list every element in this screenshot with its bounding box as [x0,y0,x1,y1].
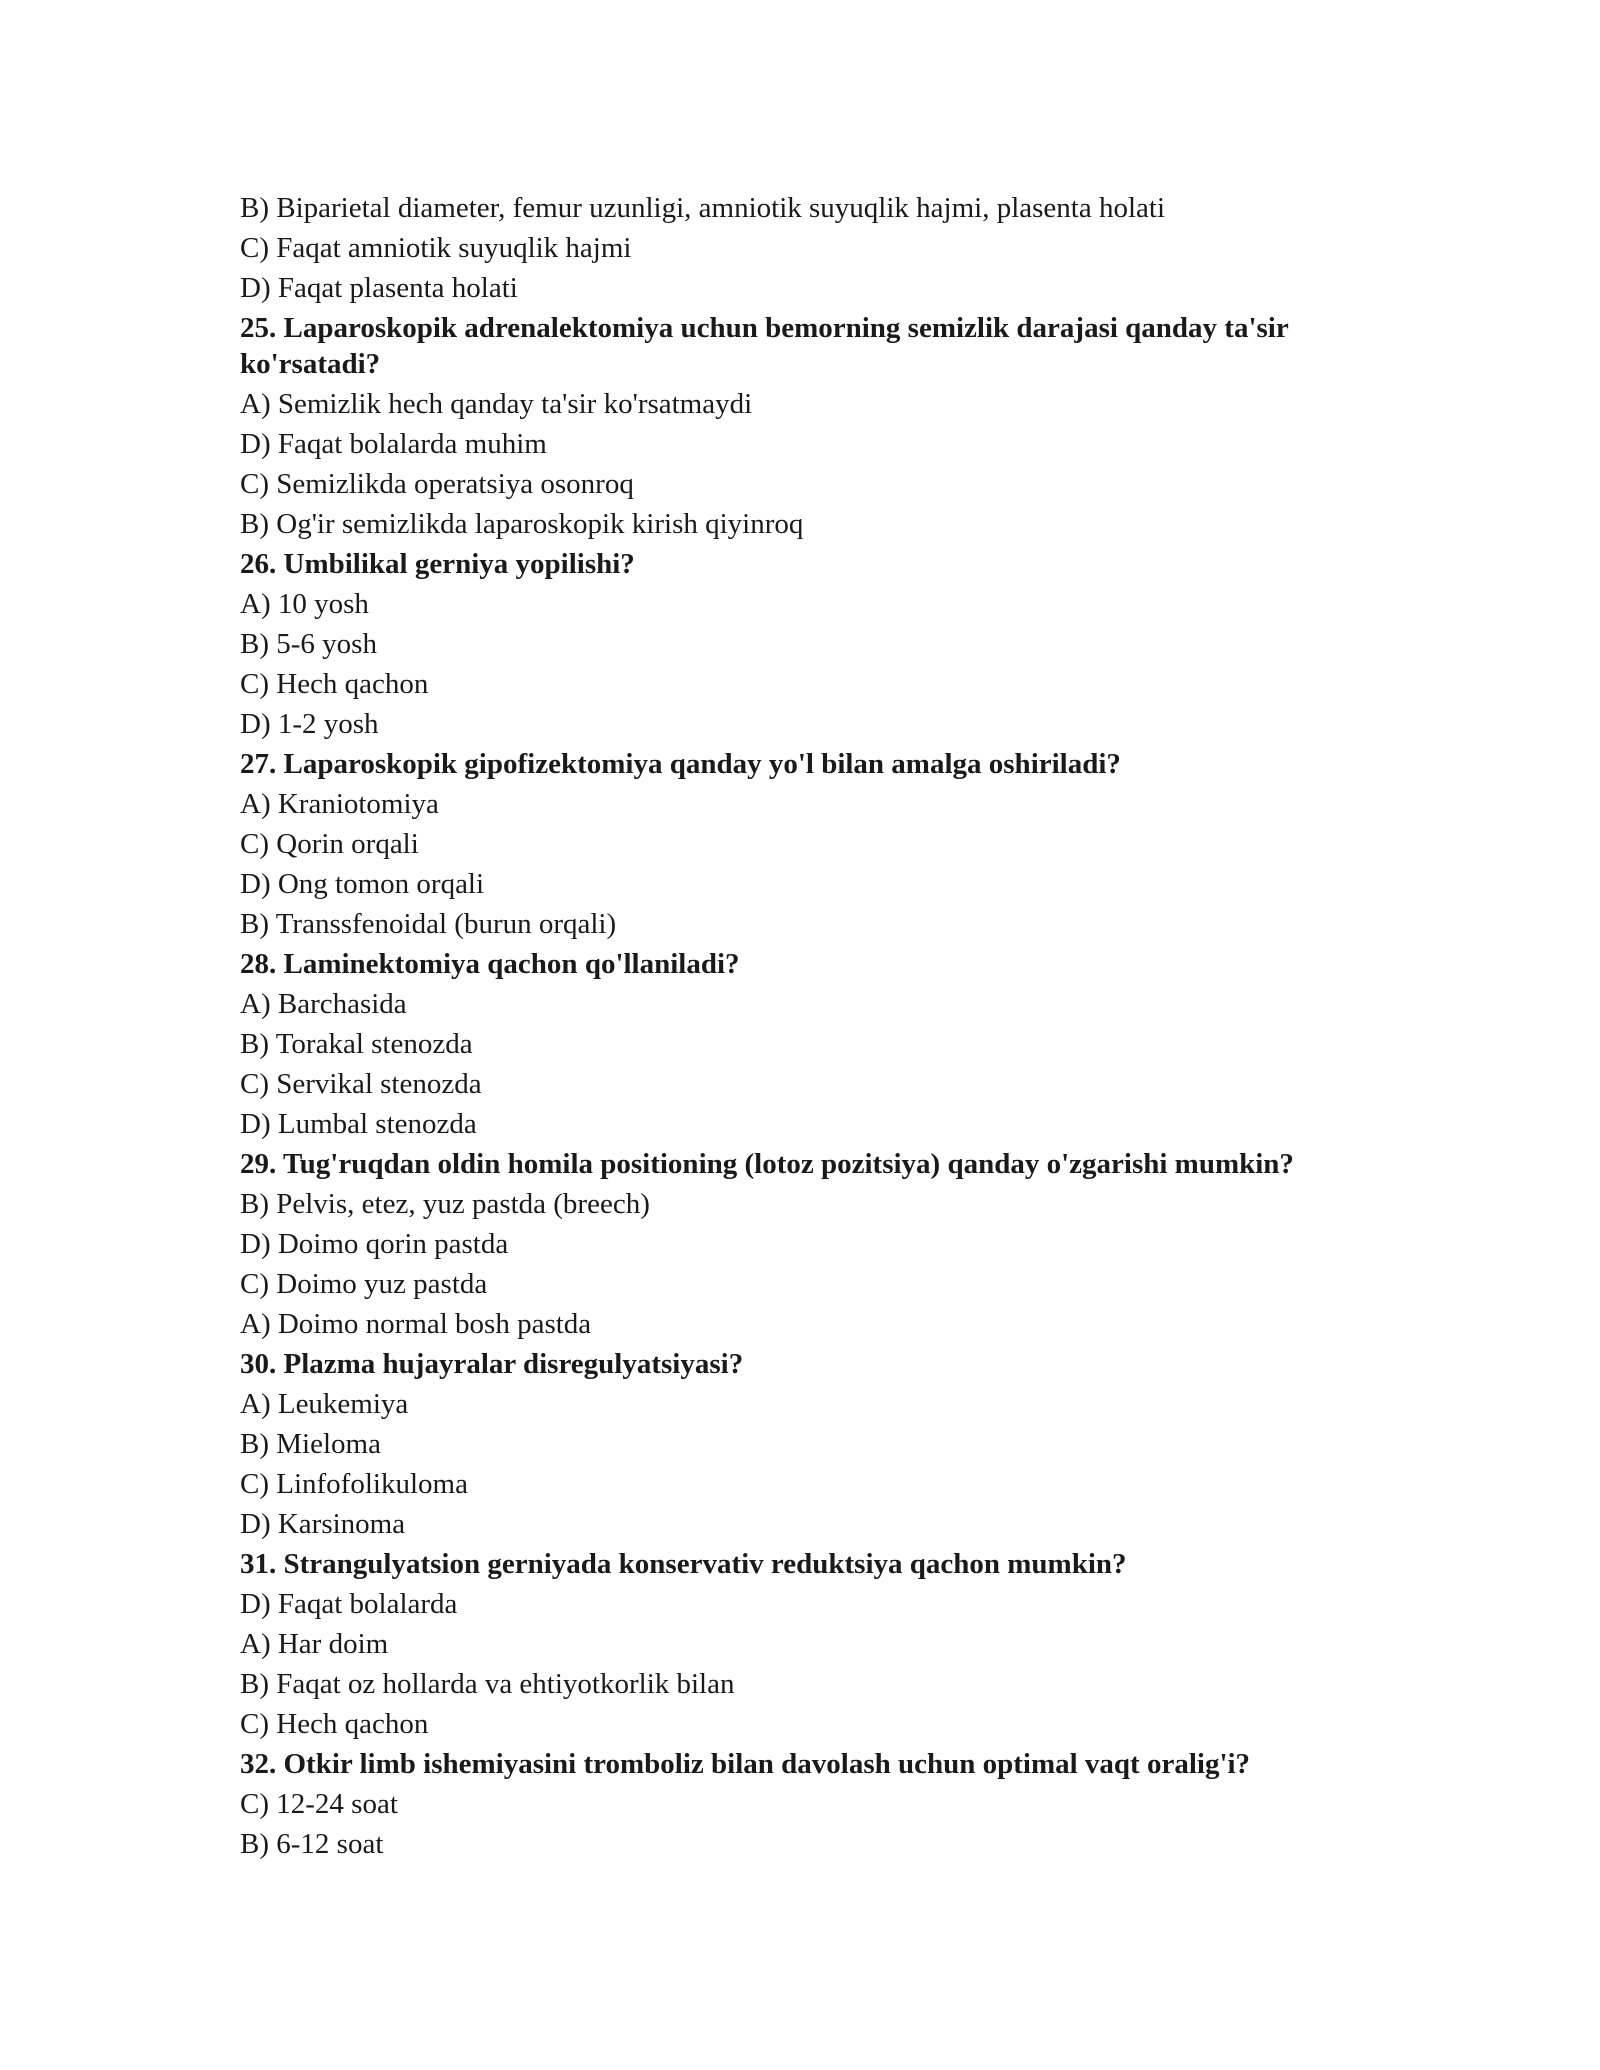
question-29: 29. Tug'ruqdan oldin homila positioning (lotoz pozitsiya) qanday o'zgarishi mumkin? [240,1148,1294,1180]
answer-option: C) Hech qachon [240,1708,429,1740]
question-28: 28. Laminektomiya qachon qo'llaniladi? [240,948,740,980]
answer-option: B) Og'ir semizlikda laparoskopik kirish qiyinroq [240,508,804,540]
answer-option: C) Linfofolikuloma [240,1468,468,1500]
answer-option: B) Biparietal diameter, femur uzunligi, amniotik suyuqlik hajmi, plasenta holati [240,192,1166,224]
answer-option: D) Lumbal stenozda [240,1108,477,1140]
answer-option: C) Hech qachon [240,668,429,700]
answer-option: A) Doimo normal bosh pastda [240,1308,592,1340]
answer-option: B) Torakal stenozda [240,1028,473,1060]
answer-option: B) Pelvis, etez, yuz pastda (breech) [240,1188,650,1220]
answer-option: B) Faqat oz hollarda va ehtiyotkorlik bilan [240,1668,735,1700]
answer-option: C) Qorin orqali [240,828,419,860]
answer-option: B) Mieloma [240,1428,381,1460]
answer-option: C) 12-24 soat [240,1788,398,1820]
answer-option: D) Faqat bolalarda [240,1588,458,1620]
answer-option: A) 10 yosh [240,588,369,620]
answer-option: A) Barchasida [240,988,407,1020]
answer-option: D) Faqat plasenta holati [240,272,518,304]
question-31: 31. Strangulyatsion gerniyada konservativ reduktsiya qachon mumkin? [240,1548,1127,1580]
answer-option: C) Faqat amniotik suyuqlik hajmi [240,232,632,264]
answer-option: A) Kraniotomiya [240,788,439,820]
answer-option: D) Doimo qorin pastda [240,1228,509,1260]
answer-option: A) Semizlik hech qanday ta'sir ko'rsatmaydi [240,388,753,420]
answer-option: D) 1-2 yosh [240,708,379,740]
answer-option: C) Doimo yuz pastda [240,1268,488,1300]
question-27: 27. Laparoskopik gipofizektomiya qanday yo'l bilan amalga oshiriladi? [240,748,1121,780]
question-30: 30. Plazma hujayralar disregulyatsiyasi? [240,1348,744,1380]
answer-option: B) 5-6 yosh [240,628,377,660]
answer-option: D) Ong tomon orqali [240,868,485,900]
answer-option: C) Servikal stenozda [240,1068,482,1100]
question-26: 26. Umbilikal gerniya yopilishi? [240,548,635,580]
answer-option: A) Har doim [240,1628,389,1660]
answer-option: C) Semizlikda operatsiya osonroq [240,468,634,500]
answer-option: A) Leukemiya [240,1388,409,1420]
question-32: 32. Otkir limb ishemiyasini tromboliz bilan davolash uchun optimal vaqt oralig'i? [240,1748,1251,1780]
answer-option: B) 6-12 soat [240,1828,384,1860]
answer-option: B) Transsfenoidal (burun orqali) [240,908,617,940]
question-25: 25. Laparoskopik adrenalektomiya uchun bemorning semizlik darajasi qanday ta'sir ko'rsatadi? [240,312,1289,380]
answer-option: D) Karsinoma [240,1508,406,1540]
page-content [240,188,1410,1864]
answer-option: D) Faqat bolalarda muhim [240,428,547,460]
